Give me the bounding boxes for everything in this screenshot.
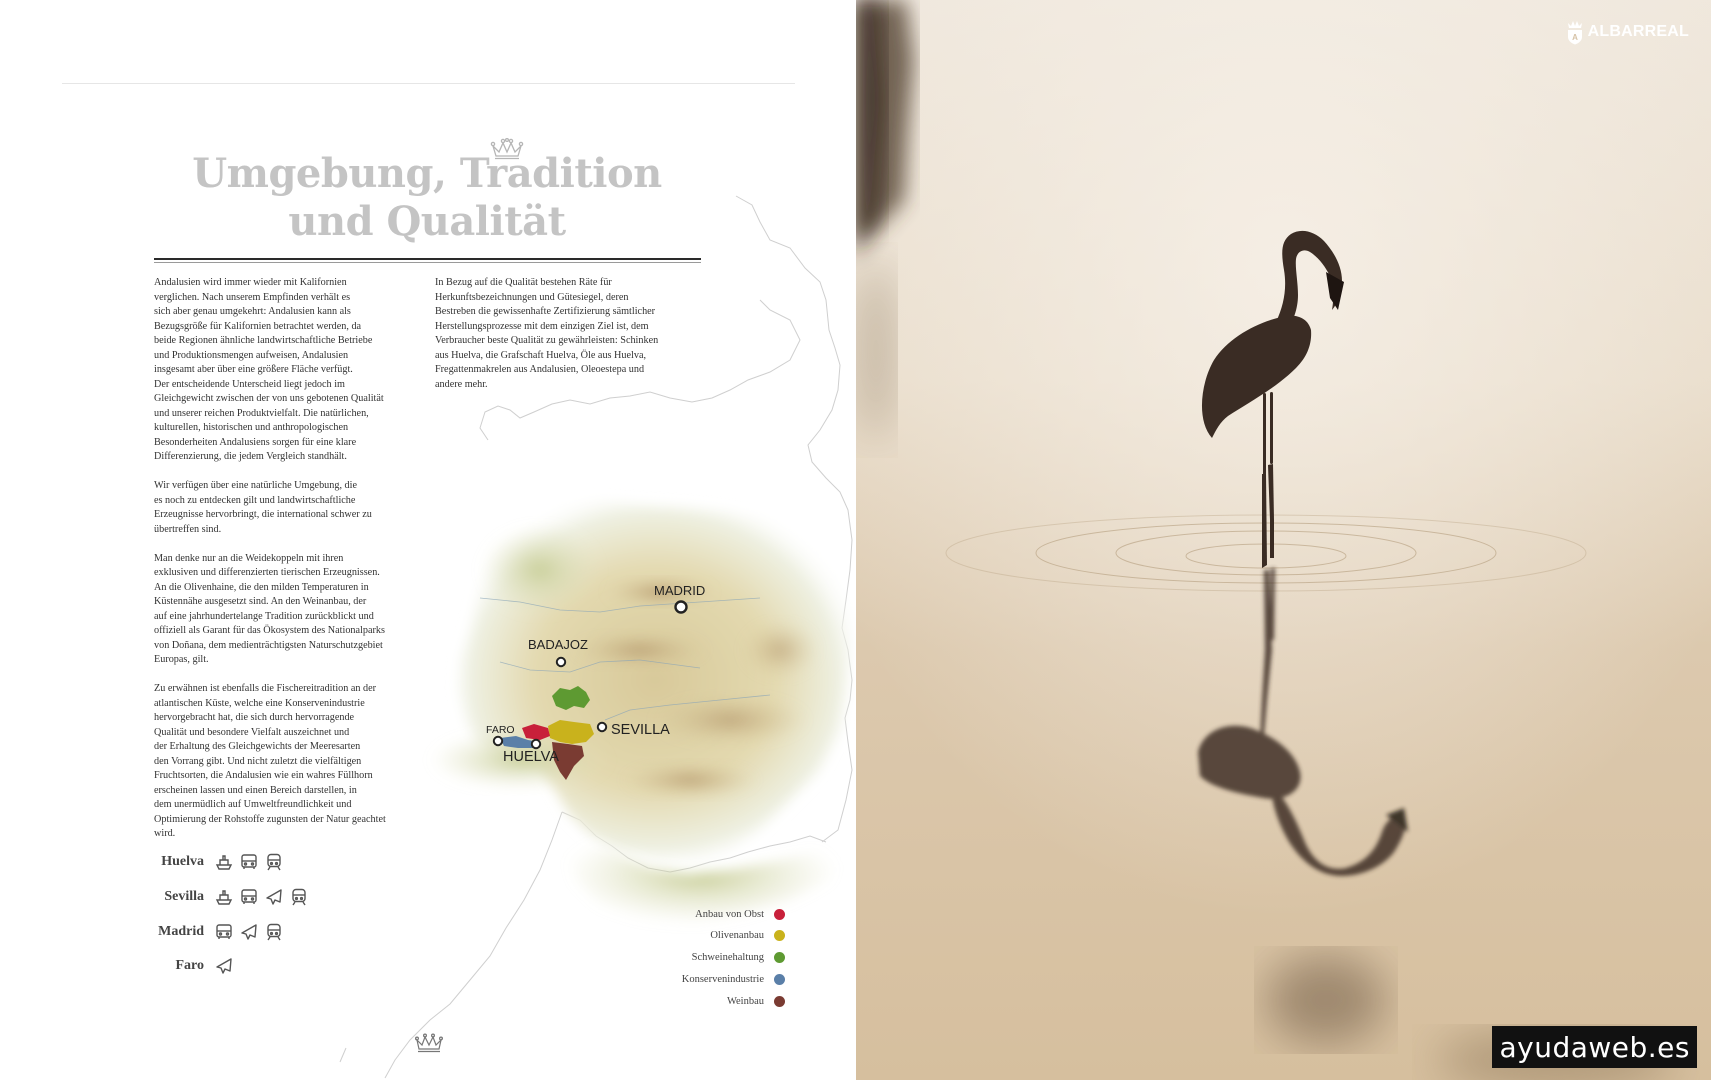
paragraph: Man denke nur an die Weidekoppeln mit ihren exklusiven und differenzierten tierischen Erzeugnissen. An die Olivenhaine, die den milden Temperaturen in Küstennähe ausgesetzt sind. An den Weinanbau, der auf eine jahrhundertelange Tradition zurückblickt und offiziell als Garant für das Ökosystem des Nationalparks von Doñana, dem medienträchtigsten Naturschutzgebiet Europas, gilt. bbox=[154, 552, 385, 665]
legend-item bbox=[485, 970, 785, 988]
legend-swatch bbox=[774, 930, 785, 941]
transport-city: Faro bbox=[175, 958, 204, 973]
paragraph: Zu erwähnen ist ebenfalls die Fischereitradition an der atlantischen Küste, welche eine Konservenindustrie hervorgebracht hat, die sich durch hervorragende Qualität und besondere Vielfalt auszeichnet und der Erhaltung des Gleichgewichts der Meeresarten den Vorrang gibt. Und nicht zuletzt die vielfältigen Fruchtsorten, die Andalusien wie ein wahres Füllhorn erscheinen lassen und einen Bereich darstellen, in dem unermüdlich auf Umweltfreundlichkeit und Optimierung der Rohstoffe zugunsten der Natur geachtet wird. bbox=[154, 683, 386, 839]
transport-row-sevilla bbox=[140, 885, 314, 909]
transport-city: Madrid bbox=[158, 924, 204, 939]
transport-row-madrid bbox=[140, 920, 289, 944]
transport-row-faro bbox=[140, 954, 239, 978]
madrid-marker bbox=[676, 602, 687, 613]
legend-item bbox=[485, 926, 785, 944]
plane-icon bbox=[239, 923, 259, 941]
legend-swatch bbox=[774, 952, 785, 963]
title-line-2: und Qualität bbox=[288, 198, 566, 245]
legend-label: Schweinehaltung bbox=[691, 951, 764, 963]
legend-item bbox=[485, 905, 785, 923]
crown-icon bbox=[414, 1033, 444, 1053]
map-label-huelva: HUELVA bbox=[503, 749, 559, 765]
legend-label: Weinbau bbox=[726, 995, 764, 1007]
legend-item bbox=[485, 992, 785, 1010]
watermark bbox=[1492, 1026, 1697, 1068]
train-icon bbox=[264, 923, 284, 941]
map-legend bbox=[490, 905, 785, 1015]
map-label-faro: FARO bbox=[486, 724, 515, 736]
faro-marker bbox=[494, 737, 502, 745]
bus-icon bbox=[239, 853, 259, 871]
svg-text:A: A bbox=[1571, 33, 1578, 42]
legend-swatch bbox=[774, 974, 785, 985]
map-label-madrid: MADRID bbox=[654, 583, 706, 598]
paragraph: Andalusien wird immer wieder mit Kalifornien verglichen. Nach unserem Empfinden verhält es sich aber genau umgekehrt: Andalusien kann als Bezugsgröße für Kalifornien betrachtet werden, da beide Regionen ähnliche landwirtschaftliche Betriebe und Produktionsmengen aufweisen, Andalusien insgesamt aber über eine größere Fläche verfügt. Der entscheidende Unterscheid liegt jedoch im Gleichgewicht zwischen der von uns gebotenen Qualität und unserer reichen Produktvielfalt. Die natürlichen, kulturellen, historischen und anthropologischen Besonderheiten Andalusiens sorgen für eine klare Differenzierung, die jedem Vergleich standhält. bbox=[154, 277, 384, 462]
legend-label: Konservenindustrie bbox=[681, 973, 764, 985]
badajoz-marker bbox=[557, 658, 565, 666]
transport-city: Huelva bbox=[161, 854, 204, 869]
flamingo-photo bbox=[856, 0, 1711, 1080]
legend-swatch bbox=[774, 996, 785, 1007]
train-icon bbox=[264, 853, 284, 871]
paragraph: Wir verfügen über eine natürliche Umgebung, die es noch zu entdecken gilt und landwirtschaftliche Erzeugnisse hervorbringt, die international schwer zu übertreffen sind. bbox=[154, 480, 372, 535]
sevilla-marker bbox=[598, 723, 606, 731]
bus-icon bbox=[239, 888, 259, 906]
legend-label: Anbau von Obst bbox=[695, 908, 764, 920]
plane-icon bbox=[264, 888, 284, 906]
plane-icon bbox=[214, 957, 234, 975]
bus-icon bbox=[214, 923, 234, 941]
map-label-badajoz: BADAJOZ bbox=[528, 637, 588, 652]
brand-shield-icon bbox=[1566, 19, 1584, 45]
ship-icon bbox=[214, 853, 234, 871]
transport-row-huelva bbox=[140, 850, 289, 874]
right-page bbox=[856, 0, 1711, 1080]
paragraph: In Bezug auf die Qualität bestehen Räte für Herkunftsbezeichnungen und Gütesiegel, deren Bestreben die gewissenhafte Zertifizierung sämtlicher Herstellungsprozesse mit dem einzigen Ziel ist, dem Verbraucher beste Qualität zu gewährleisten: Schinken aus Huelva, die Grafschaft Huelva, Öle aus Huelva, Fregattenmakrelen aus Andalusien, Oleoestepa und andere mehr. bbox=[435, 277, 659, 390]
legend-item bbox=[485, 948, 785, 966]
train-icon bbox=[289, 888, 309, 906]
legend-label: Olivenanbau bbox=[710, 929, 764, 941]
title-line-1: Umgebung, Tradition bbox=[192, 150, 662, 197]
brand-logo bbox=[1566, 16, 1689, 48]
watermark-text: ayudaweb.es bbox=[1499, 1030, 1690, 1064]
map-label-sevilla: SEVILLA bbox=[611, 722, 670, 738]
legend-swatch bbox=[774, 909, 785, 920]
huelva-marker bbox=[532, 740, 540, 748]
transport-city: Sevilla bbox=[164, 889, 204, 904]
brand-name: ALBARREAL bbox=[1587, 23, 1689, 40]
ship-icon bbox=[214, 888, 234, 906]
